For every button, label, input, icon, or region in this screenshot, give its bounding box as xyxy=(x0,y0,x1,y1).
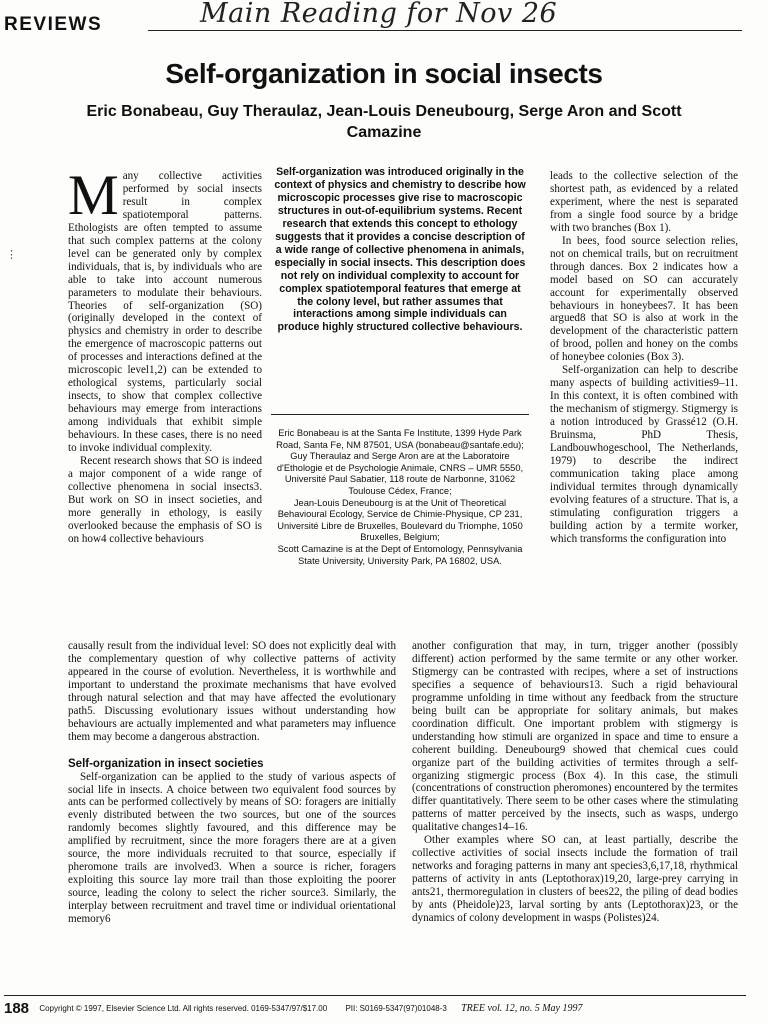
affiliation-3: Scott Camazine is at the Dept of Entomology, Pennsylvania State University, University Park, PA 16802, USA. xyxy=(277,543,523,566)
section-label: REVIEWS xyxy=(4,14,103,35)
abstract: Self-organization was introduced originally in the context of physics and chemistry to describe how microscopic processes give rise to macroscopic structures in out-of-equilibrium systems. Recent research that extends this concept to ethology suggests that it provides a concise description of a wide range of collective phenomena in animals, especially in social insects. This description does not rely on individual complexity to account for complex spatiotemporal features that emerge at the colony level, but rather assumes that interactions among simple individuals can produce highly structured collective behaviours. xyxy=(274,166,526,334)
margin-mark: ⋮ xyxy=(6,249,17,261)
journal-citation: TREE vol. 12, no. 5 May 1997 xyxy=(461,1003,583,1014)
affiliation-2: Jean-Louis Deneubourg is at the Unit of Theoretical Behavioural Ecology, Service de Chimie-Physique, CP 231, Université Libre de Bruxelles, Boulevard du Triomphe, 1050 Bruxelles, Belgium; xyxy=(277,497,523,543)
affiliation-1: Eric Bonabeau is at the Santa Fe Institute, 1399 Hyde Park Road, Santa Fe, NM 87501, USA (bonabeau@santafe.edu); Guy Theraulaz and Serge Aron are at the Laboratoire d'Ethologie et de Psychologie Animale, CNRS – UMR 5550, Université Paul Sabatier, 118 route de Narbonne, 31062 Toulouse Cédex, France; xyxy=(276,428,524,496)
paragraph-recent-research: Recent research shows that SO is indeed a major component of a wide range of collective phenomena in social insects3. But work on SO in insect societies, and more generally in ethology, is easily overlooked because the emphasis of SO is on how4 collective behaviours xyxy=(68,454,262,545)
column-lower-right xyxy=(412,640,738,925)
copyright-line: Copyright © 1997, Elsevier Science Ltd. All rights reserved. 0169-5347/97/$17.00 xyxy=(39,1004,328,1013)
column-right xyxy=(550,170,738,546)
handwritten-note: Main Reading for Nov 26 xyxy=(200,0,558,29)
column-left xyxy=(68,164,262,546)
intro-text: any collective activities performed by social insects result in complex spatiotemporal patterns. Ethologists are often tempted to assume that such complex patterns at the colony level can be generated only by complex individuals, that is, by individuals who are able to take into account numerous parameters to modulate their behaviours. Theories of self-organization (SO) (originally developed in the context of physics and chemistry in order to describe the emergence of macroscopic patterns out of processes and interactions defined at the microscopic level1,2) can be extended to ethological systems, particularly social insects, to show that complex collective behaviours may emerge from interactions among individuals that exhibit simple behaviours. In these cases, there is no need to invoke individual complexity. xyxy=(68,170,262,455)
footer xyxy=(4,1000,764,1017)
author-affiliations xyxy=(271,428,529,567)
paragraph-shortest-path: leads to the collective selection of the shortest path, as evidenced by a related experiment, where the nest is separated from a single food source by a bridge with two branches (Box 1). xyxy=(550,170,738,234)
page-number: 188 xyxy=(4,1000,30,1017)
section-heading: Self-organization in insect societies xyxy=(68,757,264,770)
footer-rule xyxy=(4,995,746,996)
article-authors: Eric Bonabeau, Guy Theraulaz, Jean-Louis Deneubourg, Serge Aron and Scott Camazine xyxy=(86,103,682,141)
column-lower-left xyxy=(68,640,396,926)
intro-paragraph xyxy=(68,164,262,455)
paragraph-building: Self-organization can help to describe many aspects of building activities9–11. In this context, it is often combined with the mechanism of stigmergy. Stigmergy is a notion introduced by Grassé12 (O.H. Bruinsma, PhD Thesis, Landbouwhogeschool, The Netherlands, 1979) to describe the indirect communication taking place among individual termites through dynamically evolving features of a structure. That is, a stimulating configuration triggers a building action by a termite worker, which transforms the configuration into xyxy=(550,364,738,545)
article-title: Self-organization in social insects xyxy=(165,58,603,89)
drop-cap: M xyxy=(68,164,119,227)
paragraph-other-examples: Other examples where SO can, at least partially, describe the collective activities of social insects include the formation of trail networks and foraging patterns in many ant species3,6,17,18, rhythmical patterns of activity in ants (Leptothorax)19,20, large-prey carrying in ants21, thermoregulation in clusters of bees22, the piling of dead bodies by ants (Pheidole)23, larval sorting by ants (Leptothorax)23, or the dynamics of colony development in wasps (Polistes)24. xyxy=(412,834,738,925)
paragraph-applications: Self-organization can be applied to the study of various aspects of social life in insects. A choice between two equivalent food sources by ants can be performed collectively by means of SO: foragers are initially evenly distributed between the two sources, but one of the sources randomly becomes slightly favoured, and this difference may be amplified by recruitment, since the more foragers there are at a given source, the more individuals recruited to that source, especially if pheromone trails are involved3. When a source is richer, foragers exploiting this source lay more trail than those exploiting the poorer source, leading the colony to select the richer source3. Similarly, the interplay between recruitment and travel time or individual orientational memory6 xyxy=(68,770,396,926)
abstract-rule xyxy=(271,414,529,415)
paragraph-bees: In bees, food source selection relies, not on chemical trails, but on recruitment through dances. Box 2 indicates how a model based on SO can accurately account for experimentally observed behaviours in honeybees7. It has been argued8 that SO is also at work in the development of the characteristic pattern of brood, pollen and honey on the combs of honeybee colonies (Box 3). xyxy=(550,234,738,364)
pii-code: PII: S0169-5347(97)01048-3 xyxy=(345,1004,447,1013)
paragraph-evolution: causally result from the individual level: SO does not explicitly deal with the complementary question of why collective patterns of activity appeared in the course of evolution. Nevertheless, it is worthwhile and important to understand the proximate mechanisms that have evolved through natural selection and that may have affected the evolutionary path5. Discussing evolutionary issues without understanding how behaviours are actually implemented and what parameters may influence them may become a dangerous abstraction. xyxy=(68,640,396,743)
header-rule xyxy=(148,30,742,31)
paragraph-stigmergy: another configuration that may, in turn, trigger another (possibly different) action performed by the same termite or any other worker. Stigmergy can be contrasted with recipes, where a set of instructions specifies a sequence of behaviours13. Such a rigid behavioural programme unfolding in time without any feedback from the structure being built can be appropriate for solitary animals, but makes coordination difficult. One important problem with stigmergy is understanding how stimuli are organized in space and time to ensure a coherent building. Deneubourg9 showed that chemical cues could organize part of the building activities of termites through a self-organizing stigmergic process (Box 4). In this case, the stimuli (concentrations of construction pheromones) encountered by the termites differ quantitatively. There seem to be other cases where the stimulating patterns of matter perceived by the insects, such as wasps, undergo qualitative changes14–16. xyxy=(412,640,738,834)
